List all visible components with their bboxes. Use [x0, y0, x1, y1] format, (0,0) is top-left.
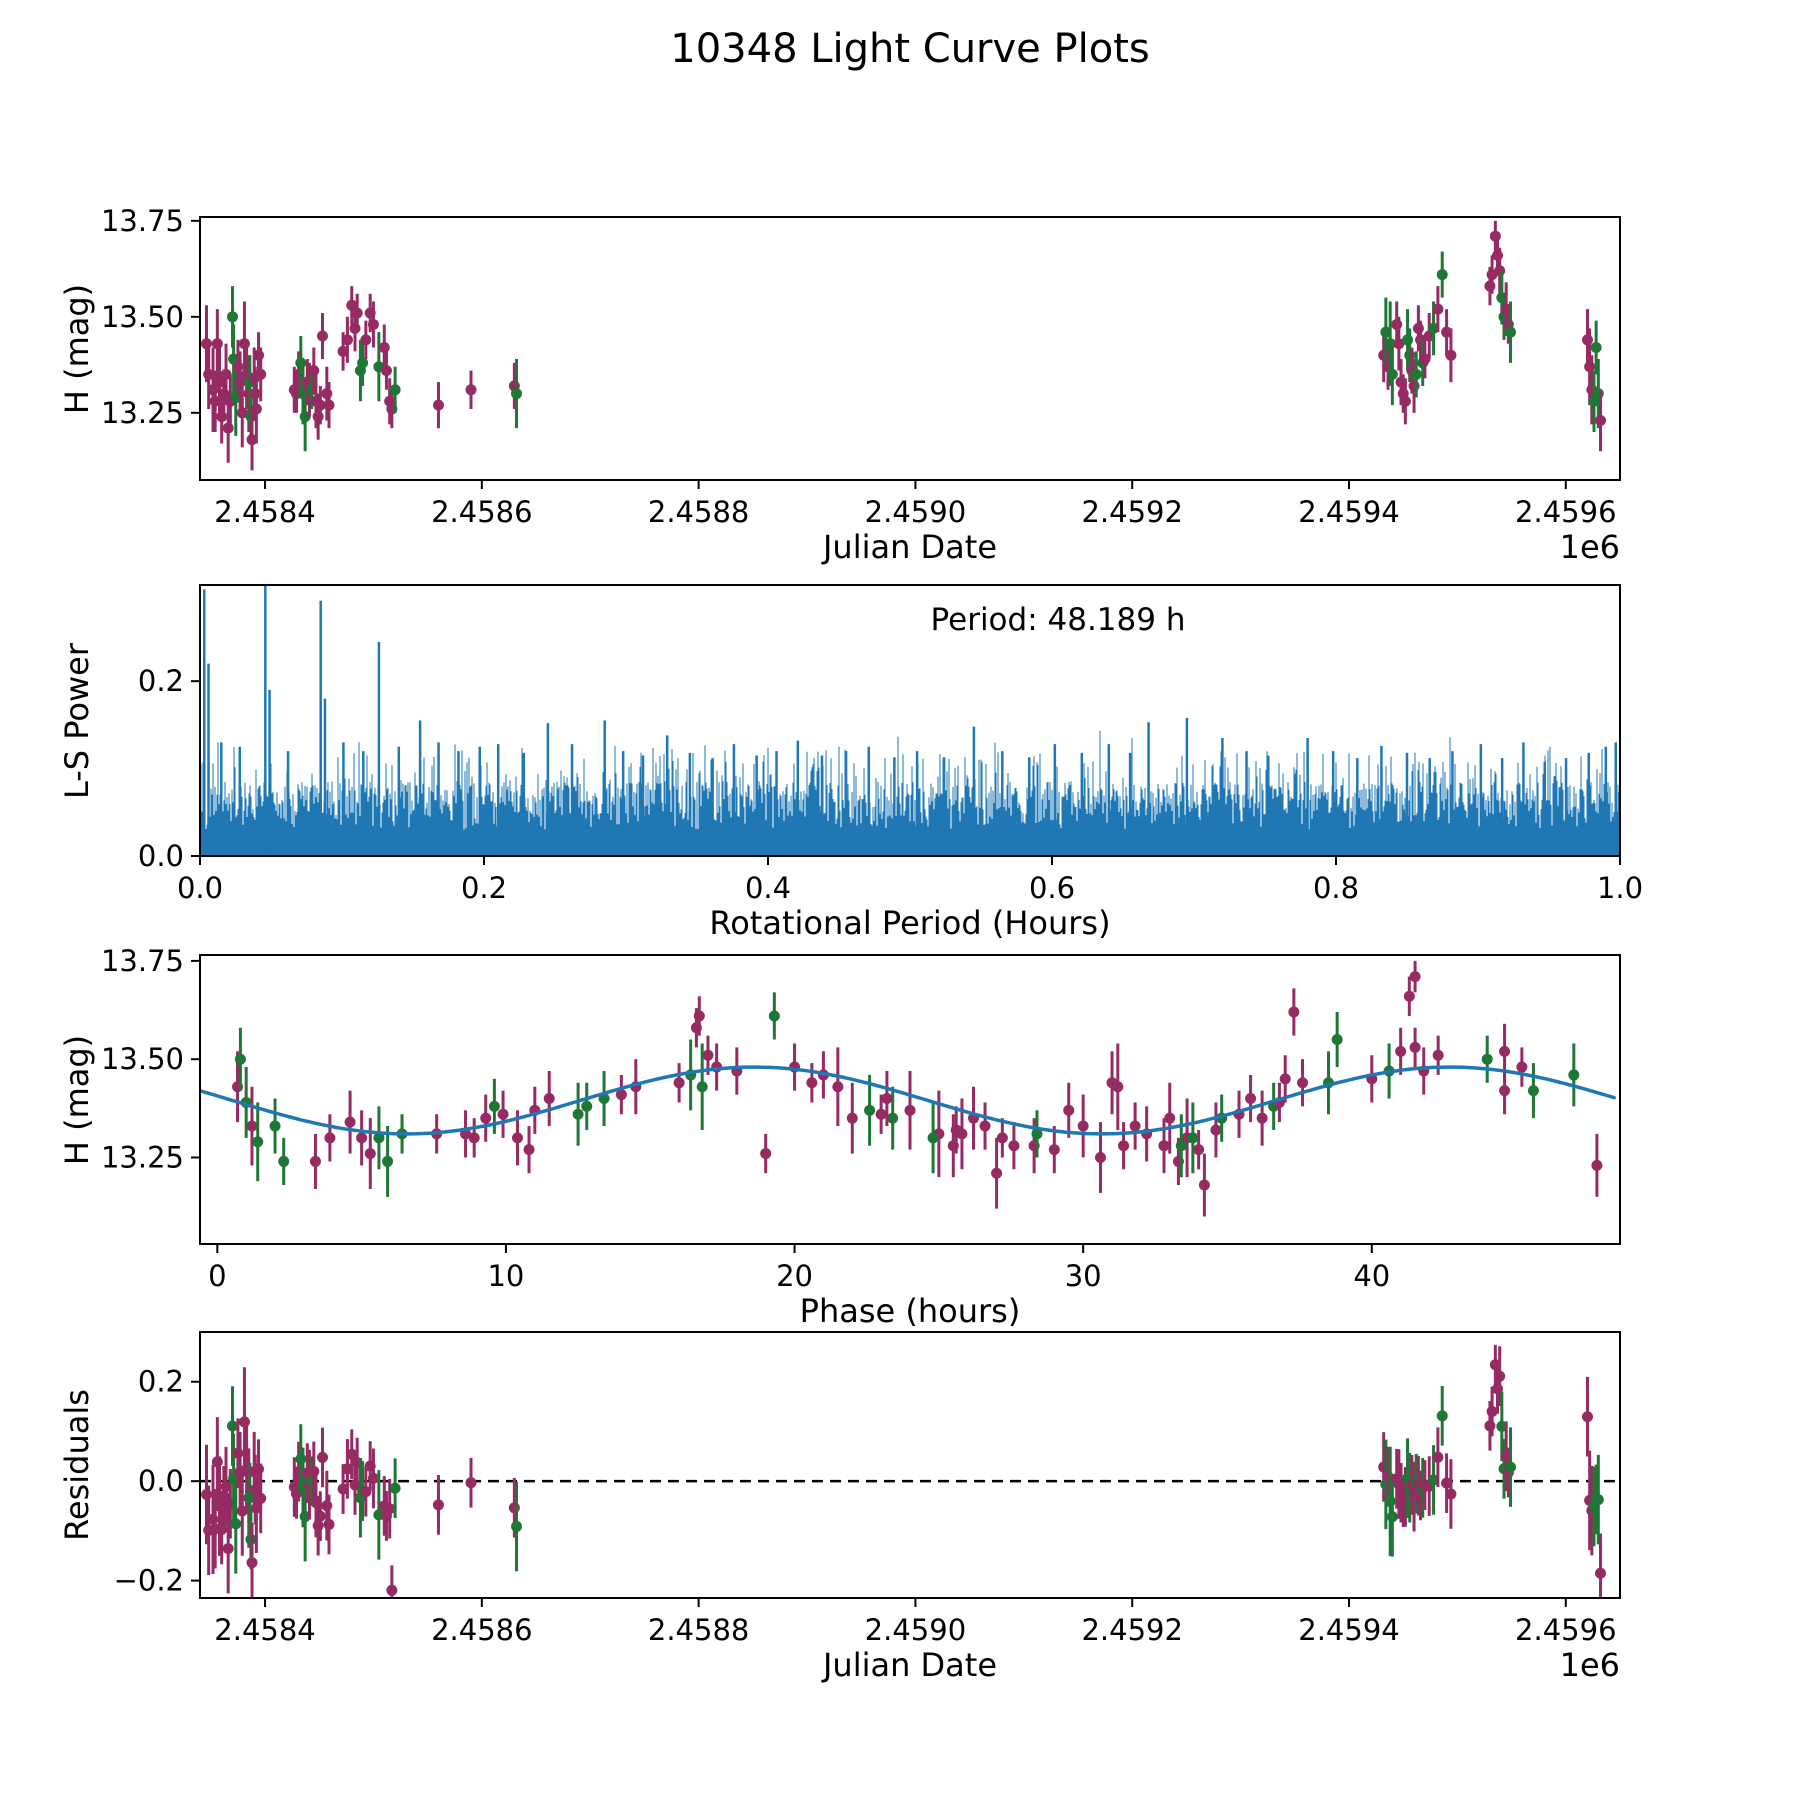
phase-lightcurve-y-tick-label: 13.50: [100, 1042, 184, 1077]
periodogram-x-tick-label: 0.4: [744, 871, 792, 905]
residuals-axis-offset-label: 1e6: [1559, 1646, 1620, 1684]
phase-lightcurve-y-tick-label: 13.75: [100, 943, 184, 978]
jd-lightcurve-y-axis-label: H (mag): [58, 283, 96, 415]
jd-lightcurve-x-tick-label: 2.4596: [1515, 495, 1617, 529]
periodogram-x-tick-label: 0.6: [1028, 871, 1076, 905]
residuals-y-tick-label: −0.2: [113, 1563, 184, 1598]
phase-lightcurve-plot-area: [200, 961, 1614, 1217]
periodogram-x-axis-label: Rotational Period (Hours): [709, 904, 1111, 942]
jd-lightcurve-x-tick-label: 2.4588: [647, 495, 750, 529]
residuals-plot-area: [200, 1345, 1620, 1615]
residuals-x-axis-label: Julian Date: [822, 1646, 998, 1684]
jd-lightcurve-x-axis-label: Julian Date: [822, 528, 998, 566]
residuals-x-tick-label: 2.4584: [214, 1613, 316, 1647]
phase-lightcurve-x-tick-label: 30: [1064, 1259, 1102, 1293]
phase-lightcurve-x-tick-label: 10: [487, 1259, 525, 1293]
residuals-y-axis-label: Residuals: [58, 1389, 96, 1541]
residuals-x-tick-label: 2.4590: [864, 1613, 967, 1647]
phase-lightcurve-x-tick-label: 0: [208, 1259, 227, 1293]
jd-lightcurve-x-tick-label: 2.4584: [214, 495, 316, 529]
phase-lightcurve-y-tick-label: 13.25: [100, 1140, 184, 1175]
phase-lightcurve-x-tick-label: 40: [1353, 1259, 1391, 1293]
periodogram-plot-area: [200, 578, 1620, 856]
jd-lightcurve-axis-offset-label: 1e6: [1559, 528, 1620, 566]
periodogram-x-tick-label: 0.0: [176, 871, 224, 905]
residuals-x-tick-label: 2.4594: [1298, 1613, 1400, 1647]
jd-lightcurve-y-tick-label: 13.75: [100, 203, 184, 238]
jd-lightcurve-y-tick-label: 13.25: [100, 395, 184, 430]
phase-lightcurve-y-axis-label: H (mag): [58, 1034, 96, 1166]
phase-lightcurve-x-axis-label: Phase (hours): [799, 1292, 1021, 1330]
period-annotation: Period: 48.189 h: [930, 602, 1186, 638]
jd-lightcurve-plot-area: [201, 221, 1606, 471]
jd-lightcurve-x-tick-label: 2.4590: [864, 495, 967, 529]
residuals-x-tick-label: 2.4588: [647, 1613, 750, 1647]
periodogram-x-tick-label: 0.2: [460, 871, 508, 905]
figure-title: 10348 Light Curve Plots: [670, 26, 1150, 72]
periodogram-x-tick-label: 1.0: [1596, 871, 1644, 905]
periodogram-x-tick-label: 0.8: [1312, 871, 1360, 905]
periodogram-y-tick-label: 0.2: [137, 664, 184, 699]
residuals-x-tick-label: 2.4596: [1515, 1613, 1617, 1647]
jd-lightcurve-x-tick-label: 2.4586: [431, 495, 533, 529]
residuals-x-tick-label: 2.4592: [1081, 1613, 1183, 1647]
jd-lightcurve-x-tick-label: 2.4592: [1081, 495, 1183, 529]
periodogram-y-tick-label: 0.0: [137, 839, 184, 873]
residuals-y-tick-label: 0.0: [137, 1464, 184, 1499]
jd-lightcurve-x-tick-label: 2.4594: [1298, 495, 1400, 529]
sinusoid-fit-line: [200, 1067, 1614, 1134]
phase-lightcurve-x-tick-label: 20: [776, 1259, 814, 1293]
residuals-x-tick-label: 2.4586: [431, 1613, 533, 1647]
periodogram-y-axis-label: L-S Power: [58, 642, 96, 800]
residuals-y-tick-label: 0.2: [137, 1364, 184, 1399]
jd-lightcurve-y-tick-label: 13.50: [100, 299, 184, 334]
